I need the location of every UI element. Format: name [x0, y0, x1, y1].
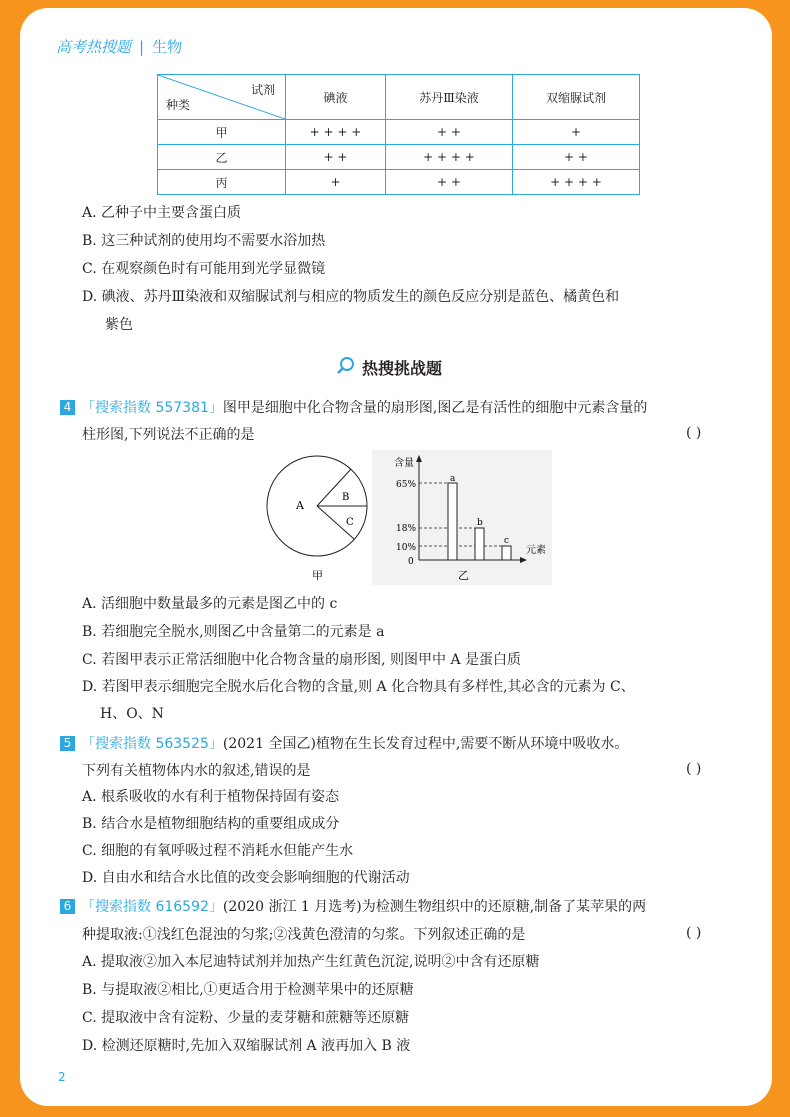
- q4-option-b: B. 若细胞完全脱水,则图乙中含量第二的元素是 a: [82, 624, 385, 640]
- table-cell: + + + +: [286, 120, 386, 145]
- q6-option-b: B. 与提取液②相比,①更适合用于检测苹果中的还原糖: [82, 982, 414, 998]
- table-cell: +: [286, 170, 386, 195]
- question-number: 6: [60, 899, 75, 914]
- answer-blank: ( ): [686, 925, 702, 941]
- subject-label: 生物: [152, 38, 183, 56]
- q5-line2: 下列有关植物体内水的叙述,错误的是: [82, 763, 311, 779]
- bar-caption: 乙: [458, 569, 469, 582]
- answer-blank: ( ): [686, 761, 702, 777]
- search-index-tag: 「搜索指数 616592」: [81, 899, 223, 915]
- search-index-tag: 「搜索指数 563525」: [81, 736, 223, 752]
- q6-line2: 种提取液:①浅红色混浊的匀浆;②浅黄色澄清的匀浆。下列叙述正确的是: [82, 927, 526, 943]
- corner-cell: [158, 75, 286, 120]
- answer-blank: ( ): [686, 425, 702, 441]
- q4-option-d: D. 若图甲表示细胞完全脱水后化合物的含量,则 A 化合物具有多样性,其必含的元素为 C、: [82, 679, 635, 695]
- pie-label-c: C: [346, 517, 354, 528]
- q4-option-c: C. 若图甲表示正常活细胞中化合物含量的扇形图, 则图甲中 A 是蛋白质: [82, 652, 522, 668]
- q3-option-a: A. 乙种子中主要含蛋白质: [82, 205, 242, 221]
- q5-option-a: A. 根系吸收的水有利于植物保持固有姿态: [82, 789, 340, 805]
- bar-label-b: b: [477, 518, 483, 528]
- table-cell: + +: [286, 145, 386, 170]
- bar-label-a: a: [450, 474, 456, 484]
- reagent-table: [157, 74, 640, 195]
- q3-option-c: C. 在观察颜色时有可能用到光学显微镜: [82, 261, 326, 277]
- column-header: 苏丹Ⅲ染液: [386, 75, 513, 120]
- q3-option-b: B. 这三种试剂的使用均不需要水浴加热: [82, 233, 326, 249]
- search-index-tag: 「搜索指数 557381」: [81, 400, 223, 416]
- x-axis-label: 元素: [526, 545, 546, 556]
- row-label: 乙: [158, 145, 286, 170]
- pie-label-b: B: [342, 492, 350, 503]
- source-label: (2020 浙江 1 月选考): [222, 899, 362, 915]
- brand-title: 高考热搜题: [56, 38, 132, 56]
- q5-option-c: C. 细胞的有氧呼吸过程不消耗水但能产生水: [82, 843, 354, 859]
- table-cell: + +: [386, 120, 513, 145]
- tick-label: 65%: [396, 480, 417, 490]
- bar-label-c: c: [504, 536, 510, 546]
- q6-option-a: A. 提取液②加入本尼迪特试剂并加热产生红黄色沉淀,说明②中含有还原糖: [82, 954, 540, 970]
- q4-stem: [60, 398, 647, 418]
- corner-top-label: 试剂: [250, 83, 275, 97]
- column-header: 碘液: [286, 75, 386, 120]
- table-cell: + + + +: [513, 170, 640, 195]
- section-title: [338, 356, 442, 379]
- bar-b: [475, 528, 484, 560]
- bar-c: [502, 546, 511, 560]
- corner-bottom-label: 种类: [166, 98, 191, 112]
- q5-stem: [60, 734, 628, 754]
- q4-line1: 图甲是细胞中化合物含量的扇形图,图乙是有活性的细胞中元素含量的: [222, 400, 648, 416]
- section-title-text: 热搜挑战题: [362, 359, 443, 378]
- table-row: [158, 170, 640, 195]
- q6-line1: 为检测生物组织中的还原糖,制备了某苹果的两: [361, 899, 647, 915]
- pie-label-a: A: [296, 499, 304, 512]
- table-cell: + +: [513, 145, 640, 170]
- tick-label: 18%: [396, 524, 417, 534]
- question-number: 4: [60, 400, 75, 415]
- header-separator: |: [139, 38, 145, 56]
- source-label: (2021 全国乙): [222, 736, 316, 752]
- q3-option-d-cont: 紫色: [105, 317, 133, 333]
- table-row: [158, 145, 640, 170]
- table-row: [158, 120, 640, 145]
- y-axis-label: 含量: [394, 458, 414, 469]
- row-label: 丙: [158, 170, 286, 195]
- table-cell: +: [513, 120, 640, 145]
- q5-option-b: B. 结合水是植物细胞结构的重要组成成分: [82, 816, 340, 832]
- q6-stem: [60, 897, 646, 917]
- bar-a: [448, 483, 457, 560]
- row-label: 甲: [158, 120, 286, 145]
- page-header: [56, 36, 182, 57]
- q5-line1: 植物在生长发育过程中,需要不断从环境中吸收水。: [315, 736, 629, 752]
- q4-line2: 柱形图,下列说法不正确的是: [82, 427, 255, 443]
- q6-option-c: C. 提取液中含有淀粉、少量的麦芽糖和蔗糖等还原糖: [82, 1010, 410, 1026]
- column-header: 双缩脲试剂: [513, 75, 640, 120]
- pie-caption: 甲: [312, 569, 323, 582]
- question-number: 5: [60, 736, 75, 751]
- q6-option-d: D. 检测还原糖时,先加入双缩脲试剂 A 液再加入 B 液: [82, 1038, 411, 1054]
- table-cell: + + + +: [386, 145, 513, 170]
- q4-option-d-cont: H、O、N: [100, 706, 164, 722]
- q5-option-d: D. 自由水和结合水比值的改变会影响细胞的代谢活动: [82, 870, 410, 886]
- bar-chart-bg: [372, 450, 552, 585]
- q4-option-a: A. 活细胞中数量最多的元素是图乙中的 c: [82, 596, 338, 612]
- magnifier-icon: [336, 356, 356, 376]
- table-cell: + +: [386, 170, 513, 195]
- page-number: 2: [58, 1070, 66, 1084]
- q3-option-d: D. 碘液、苏丹Ⅲ染液和双缩脲试剂与相应的物质发生的颜色反应分别是蓝色、橘黄色和: [82, 289, 620, 305]
- tick-label: 0: [408, 557, 414, 567]
- q4-figure: [262, 450, 552, 585]
- tick-label: 10%: [396, 543, 417, 553]
